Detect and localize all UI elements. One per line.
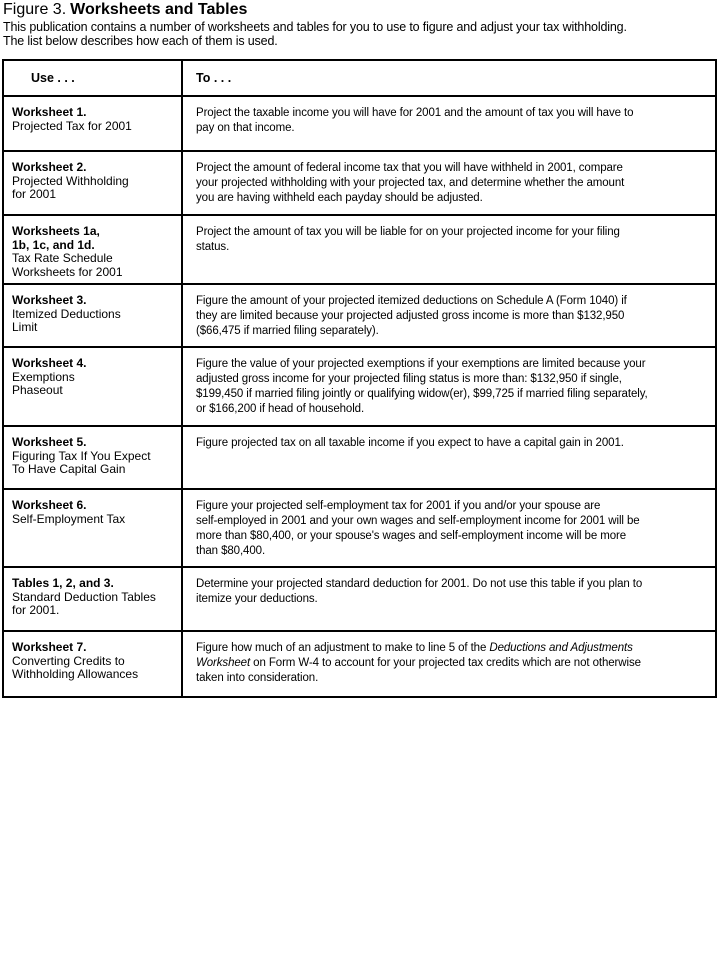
to-text: Figure the amount of your projected itemized deductions on Schedule A (Form 1040) if: [196, 295, 627, 307]
to-cell: [182, 96, 716, 151]
worksheet-name: Worksheet 3.: [12, 293, 87, 307]
to-text-italic: Deductions and Adjustments: [489, 642, 633, 654]
worksheet-name: Worksheet 4.: [12, 356, 87, 370]
use-cell: [3, 426, 182, 489]
to-line: [196, 324, 709, 339]
to-text: Determine your projected standard deduction for 2001. Do not use this table if you plan to: [196, 578, 643, 590]
to-line: [196, 514, 709, 529]
worksheet-name: Worksheet 5.: [12, 435, 87, 449]
table-header-use: Use . . .: [3, 60, 182, 96]
table-row: [3, 215, 716, 284]
table-row: [3, 151, 716, 215]
to-line: [196, 387, 709, 402]
to-text: taken into consideration.: [196, 672, 319, 684]
to-text: ($66,475 if married filing separately).: [196, 325, 379, 337]
to-line: [196, 592, 709, 607]
to-text: on Form W-4 to account for your projected tax credits which are not otherwise: [250, 657, 641, 669]
to-line: [196, 436, 709, 451]
to-text: you are having withheld each payday should be adjusted.: [196, 192, 483, 204]
worksheet-description-line: To Have Capital Gain: [12, 462, 126, 476]
worksheet-description-line: for 2001.: [12, 603, 60, 617]
table-header-row: [3, 60, 716, 96]
worksheets-table: [2, 59, 717, 698]
table-row: [3, 96, 716, 151]
to-line: [196, 106, 709, 121]
to-line: [196, 656, 709, 671]
to-cell: [182, 567, 716, 631]
figure-title-prefix: Figure 3.: [3, 1, 67, 18]
table-row: [3, 631, 716, 697]
to-cell: [182, 631, 716, 697]
to-line: [196, 309, 709, 324]
use-cell: [3, 215, 182, 284]
to-line: [196, 357, 709, 372]
worksheet-description-line: Phaseout: [12, 383, 63, 397]
to-line: [196, 176, 709, 191]
to-cell: [182, 284, 716, 347]
to-text: $199,450 if married filing jointly or qualifying widow(er), $99,725 if married filing separately,: [196, 388, 648, 400]
worksheet-description-line: Projected Withholding: [12, 173, 129, 188]
table-header-to: To . . .: [182, 60, 716, 96]
to-text-italic: Worksheet: [196, 657, 251, 669]
worksheet-description-line: Tax Rate Schedule: [12, 251, 113, 265]
to-text: Figure projected tax on all taxable income if you expect to have a capital gain in 2001.: [196, 437, 624, 449]
to-text: Project the taxable income you will have for 2001 and the amount of tax you will have to: [196, 107, 634, 119]
to-line: [196, 191, 709, 206]
worksheet-name: Worksheet 1.: [12, 105, 87, 119]
worksheet-description-line: Converting Credits to: [12, 653, 125, 668]
use-cell: [3, 347, 182, 426]
to-line: [196, 294, 709, 309]
intro-line-2: The list below describes how each of them is used.: [3, 33, 278, 48]
to-text: they are limited because your projected adjusted gross income is more than $132,950: [196, 310, 625, 322]
use-cell: [3, 151, 182, 215]
to-cell: [182, 215, 716, 284]
use-cell: [3, 631, 182, 697]
worksheet-name: Worksheet 6.: [12, 498, 87, 512]
to-text: status.: [196, 241, 230, 253]
worksheet-description-line: Standard Deduction Tables: [12, 589, 156, 604]
intro-line-1: This publication contains a number of worksheets and tables for you to use to figure and adjust your tax withholding.: [3, 20, 627, 34]
to-line: [196, 544, 709, 559]
to-line: [196, 402, 709, 417]
to-text: Figure the value of your projected exemptions if your exemptions are limited because your: [196, 358, 646, 370]
to-line: [196, 577, 709, 592]
to-text: self-employed in 2001 and your own wages and self-employment income for 2001 will be: [196, 515, 640, 527]
table-row: [3, 284, 716, 347]
table-row: [3, 347, 716, 426]
figure-title: [0, 0, 721, 19]
to-text: or $166,200 if head of household.: [196, 403, 365, 415]
table-row: [3, 567, 716, 631]
worksheet-description-line: Itemized Deductions: [12, 306, 121, 321]
to-text: adjusted gross income for your projected filing status is more than: $132,950 if single,: [196, 373, 622, 385]
to-cell: [182, 151, 716, 215]
use-cell: [3, 489, 182, 567]
figure-title-main: Worksheets and Tables: [70, 1, 248, 18]
to-cell: [182, 347, 716, 426]
to-cell: [182, 426, 716, 489]
to-text: your projected withholding with your projected tax, and determine whether the amount: [196, 177, 625, 189]
to-text: than $80,400.: [196, 545, 266, 557]
worksheet-description-line: Self-Employment Tax: [12, 511, 126, 526]
to-text: Project the amount of federal income tax that you will have withheld in 2001, compare: [196, 162, 623, 174]
to-text: more than $80,400, or your spouse's wages and self-employment income will be more: [196, 530, 627, 542]
table-row: [3, 426, 716, 489]
to-text: Figure your projected self-employment tax for 2001 if you and/or your spouse are: [196, 500, 601, 512]
to-line: [196, 161, 709, 176]
worksheet-description-line: Figuring Tax If You Expect: [12, 448, 151, 463]
to-line: [196, 641, 709, 656]
use-cell: [3, 96, 182, 151]
worksheet-name: Worksheet 2.: [12, 160, 87, 174]
intro-paragraph: [0, 21, 721, 48]
worksheet-description-line: Worksheets for 2001: [12, 264, 123, 279]
to-line: [196, 240, 709, 255]
to-text: pay on that income.: [196, 122, 295, 134]
worksheet-description-line: Limit: [12, 320, 38, 334]
worksheet-name: 1b, 1c, and 1d.: [12, 237, 95, 252]
use-cell: [3, 284, 182, 347]
to-line: [196, 499, 709, 514]
to-line: [196, 671, 709, 686]
to-line: [196, 372, 709, 387]
worksheet-description-line: Withholding Allowances: [12, 667, 139, 681]
to-line: [196, 529, 709, 544]
worksheet-name: Worksheet 7.: [12, 640, 87, 654]
worksheet-description-line: Exemptions: [12, 369, 75, 384]
to-text: Figure how much of an adjustment to make to line 5 of the: [196, 642, 490, 654]
use-cell: [3, 567, 182, 631]
worksheet-name: Worksheets 1a,: [12, 224, 100, 238]
to-text: Project the amount of tax you will be liable for on your projected income for your filing: [196, 226, 620, 238]
to-line: [196, 225, 709, 240]
to-line: [196, 121, 709, 136]
worksheet-description-line: Projected Tax for 2001: [12, 118, 132, 133]
worksheet-name: Tables 1, 2, and 3.: [12, 576, 114, 590]
table-row: [3, 489, 716, 567]
to-text: itemize your deductions.: [196, 593, 318, 605]
worksheet-description-line: for 2001: [12, 187, 57, 201]
to-cell: [182, 489, 716, 567]
